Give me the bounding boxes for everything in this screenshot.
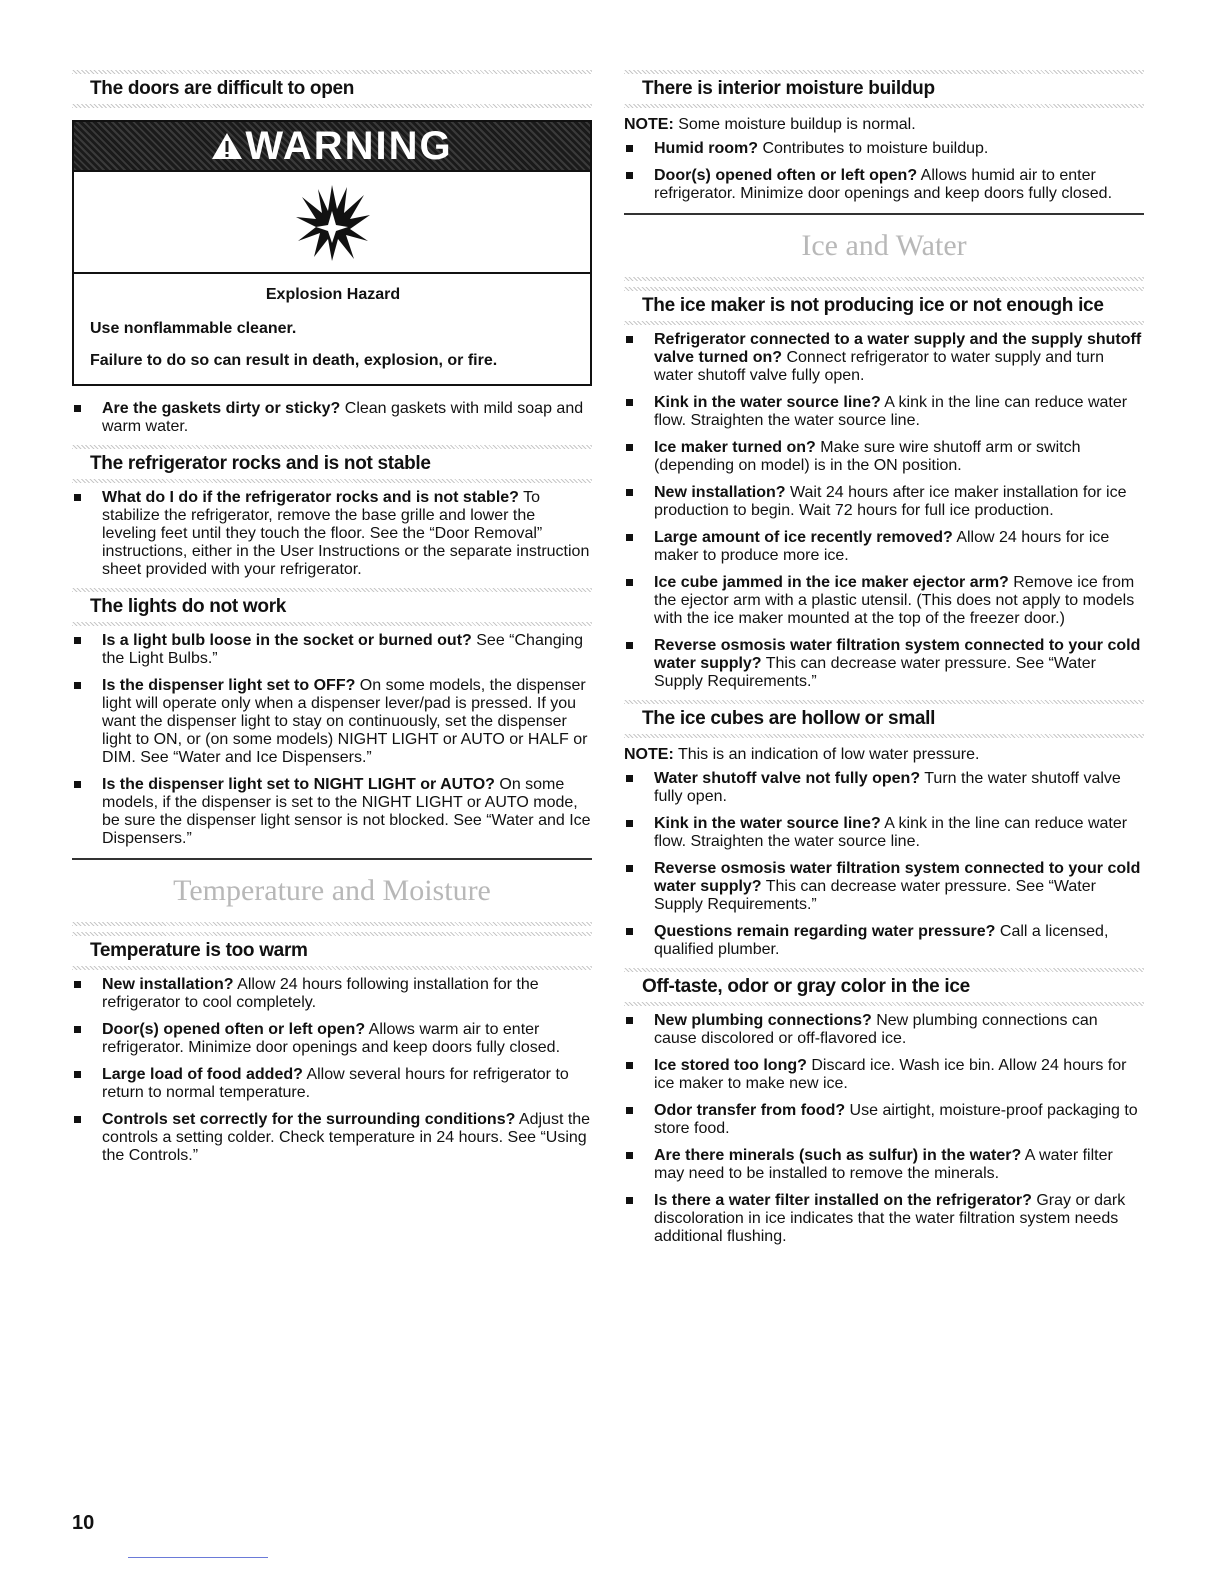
- list-item: New installation? Allow 24 hours following installation for the refrigerator to cool completely.: [72, 976, 592, 1012]
- list-item: Large load of food added? Allow several hours for refrigerator to return to normal temperature.: [72, 1066, 592, 1102]
- list-item: Is the dispenser light set to NIGHT LIGHT or AUTO? On some models, if the dispenser is set to the NIGHT LIGHT or AUTO mode, be sure the dispenser light sensor is not blocked. See “Water and Ice Dispensers.”: [72, 776, 592, 848]
- list-item: Controls set correctly for the surrounding conditions? Adjust the controls a setting colder. Check temperature in 24 hours. See “Using the Controls.”: [72, 1111, 592, 1165]
- note-hollow: NOTE: This is an indication of low water pressure.: [624, 746, 980, 763]
- list-item: Door(s) opened often or left open? Allows humid air to enter refrigerator. Minimize door openings and keep doors fully closed.: [624, 167, 1144, 203]
- footer-rule: [128, 1557, 268, 1558]
- heading-warm: Temperature is too warm: [72, 932, 592, 970]
- heading-doors: The doors are difficult to open: [72, 70, 592, 108]
- warning-title: WARNING: [245, 123, 453, 168]
- list-item: Ice cube jammed in the ice maker ejector arm? Remove ice from the ejector arm with a plastic utensil. (This does not apply to models with the ice maker mounted at the top of the freezer door.): [624, 574, 1144, 628]
- warning-line-1: Use nonflammable cleaner.: [90, 320, 297, 337]
- warning-header: [74, 122, 590, 170]
- list-item: Kink in the water source line? A kink in the line can reduce water flow. Straighten the water source line.: [624, 815, 1144, 851]
- chapter-title-ice: Ice and Water: [624, 213, 1144, 287]
- warning-box: [72, 120, 592, 386]
- heading-lights: The lights do not work: [72, 588, 592, 626]
- list-item: Is a light bulb loose in the socket or burned out? See “Changing the Light Bulbs.”: [72, 632, 592, 668]
- left-column: [72, 70, 592, 1174]
- list-item: Ice stored too long? Discard ice. Wash ice bin. Allow 24 hours for ice maker to make new ice.: [624, 1057, 1144, 1093]
- list-item: Is the dispenser light set to OFF? On some models, the dispenser light will operate only when a dispenser lever/pad is pressed. If you want the dispenser light to stay on continuously, set the dispenser light to ON, or (on some models) NIGHT LIGHT or AUTO or HALF or DIM. See “Water and Ice Dispensers.”: [72, 677, 592, 767]
- list-item: Humid room? Contributes to moisture buildup.: [624, 140, 1144, 158]
- warning-hazard: Explosion Hazard: [265, 286, 401, 303]
- explosion-pictogram: [74, 170, 590, 274]
- list-item: Reverse osmosis water filtration system connected to your cold water supply? This can decrease water pressure. See “Water Supply Requirements.”: [624, 860, 1144, 914]
- list-item: Water shutoff valve not fully open? Turn the water shutoff valve fully open.: [624, 770, 1144, 806]
- heading-rocks: The refrigerator rocks and is not stable: [72, 445, 592, 483]
- list-item: New installation? Wait 24 hours after ice maker installation for ice production to begin. Wait 72 hours for full ice production.: [624, 484, 1144, 520]
- list-item: Odor transfer from food? Use airtight, moisture-proof packaging to store food.: [624, 1102, 1144, 1138]
- heading-hollow: The ice cubes are hollow or small: [624, 700, 1144, 738]
- chapter-title-temperature: Temperature and Moisture: [72, 858, 592, 932]
- list-item: What do I do if the refrigerator rocks and is not stable? To stabilize the refrigerator, remove the base grille and lower the leveling feet until they touch the floor. See the “Door Removal” instructions, either in the User Instructions or the separate instruction sheet provided with your refrigerator.: [72, 489, 592, 579]
- heading-moisture: There is interior moisture buildup: [624, 70, 1144, 108]
- warning-triangle-icon: [211, 132, 243, 160]
- heading-icemaker: The ice maker is not producing ice or not enough ice: [624, 287, 1144, 325]
- list-item: Is there a water filter installed on the refrigerator? Gray or dark discoloration in ice indicates that the water filtration system needs additional flushing.: [624, 1192, 1144, 1246]
- list-item: Reverse osmosis water filtration system connected to your cold water supply? This can decrease water pressure. See “Water Supply Requirements.”: [624, 637, 1144, 691]
- explosion-icon: [292, 181, 372, 263]
- heading-taste: Off-taste, odor or gray color in the ice: [624, 968, 1144, 1006]
- list-item: Questions remain regarding water pressure? Call a licensed, qualified plumber.: [624, 923, 1144, 959]
- list-item: Refrigerator connected to a water supply and the supply shutoff valve turned on? Connect refrigerator to water supply and turn water shutoff valve fully open.: [624, 331, 1144, 385]
- list-item: Large amount of ice recently removed? Allow 24 hours for ice maker to produce more ice.: [624, 529, 1144, 565]
- page-number: 10: [72, 1512, 95, 1534]
- list-item: Door(s) opened often or left open? Allows warm air to enter refrigerator. Minimize door openings and keep doors fully closed.: [72, 1021, 592, 1057]
- list-item: Are the gaskets dirty or sticky? Clean gaskets with mild soap and warm water.: [72, 400, 592, 436]
- list-item: Kink in the water source line? A kink in the line can reduce water flow. Straighten the water source line.: [624, 394, 1144, 430]
- list-item: New plumbing connections? New plumbing connections can cause discolored or off-flavored ice.: [624, 1012, 1144, 1048]
- list-item: Are there minerals (such as sulfur) in the water? A water filter may need to be installed to remove the minerals.: [624, 1147, 1144, 1183]
- warning-line-2: Failure to do so can result in death, explosion, or fire.: [90, 352, 498, 369]
- right-column: [624, 70, 1144, 1255]
- list-item: Ice maker turned on? Make sure wire shutoff arm or switch (depending on model) is in the ON position.: [624, 439, 1144, 475]
- note-moisture: NOTE: Some moisture buildup is normal.: [624, 116, 916, 133]
